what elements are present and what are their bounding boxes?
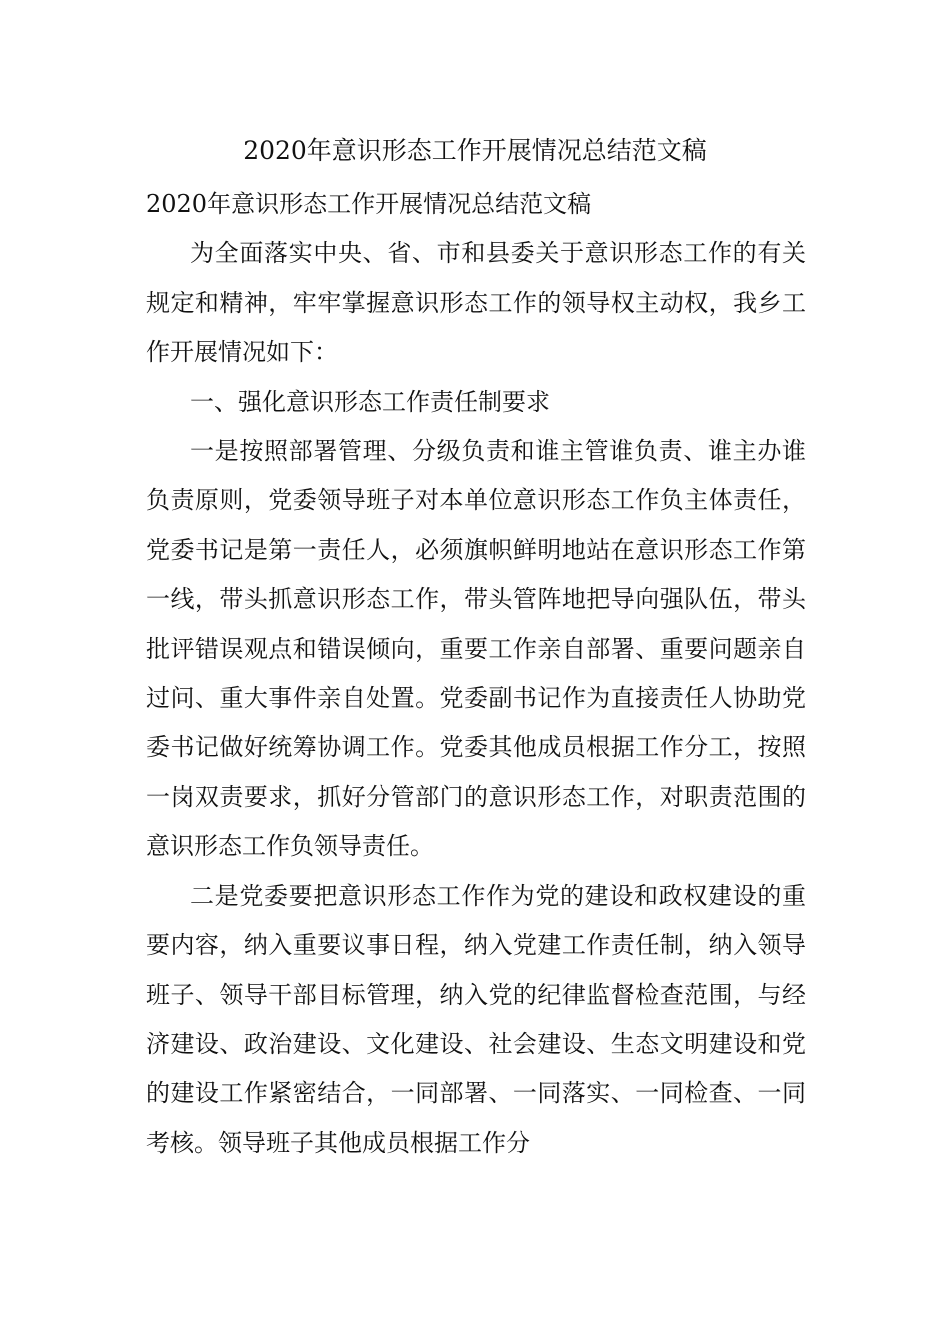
section-heading-1: 一、强化意识形态工作责任制要求: [190, 387, 550, 416]
document-subtitle: 2020年意识形态工作开展情况总结范文稿: [146, 190, 592, 218]
paragraph-point-1: 一是按照部署管理、分级负责和谁主管谁负责、谁主办谁负责原则，党委领导班子对本单位意识形态工作负主体责任，党委书记是第一责任人，必须旗帜鲜明地站在意识形态工作第一线，带头抓意识形态工作，带头管阵地把导向强队伍，带头批评错误观点和错误倾向，重要工作亲自部署、重要问题亲自过问、重大事件亲自处置。党委副书记作为直接责任人协助党委书记做好统筹协调工作。党委其他成员根据工作分工，按照一岗双责要求，抓好分管部门的意识形态工作，对职责范围的意识形态工作负领导责任。: [146, 437, 806, 861]
paragraph-point-2: 二是党委要把意识形态工作作为党的建设和政权建设的重要内容，纳入重要议事日程，纳入党建工作责任制，纳入领导班子、领导干部目标管理，纳入党的纪律监督检查范围，与经济建设、政治建设、文化建设、社会建设、生态文明建设和党的建设工作紧密结合，一同部署、一同落实、一同检查、一同考核。领导班子其他成员根据工作分: [146, 881, 806, 1157]
document-title: 2020年意识形态工作开展情况总结范文稿: [243, 136, 707, 165]
document-body: [146, 180, 806, 1168]
intro-paragraph: 为全面落实中央、省、市和县委关于意识形态工作的有关规定和精神，牢牢掌握意识形态工作的领导权主动权，我乡工作开展情况如下：: [146, 239, 806, 367]
